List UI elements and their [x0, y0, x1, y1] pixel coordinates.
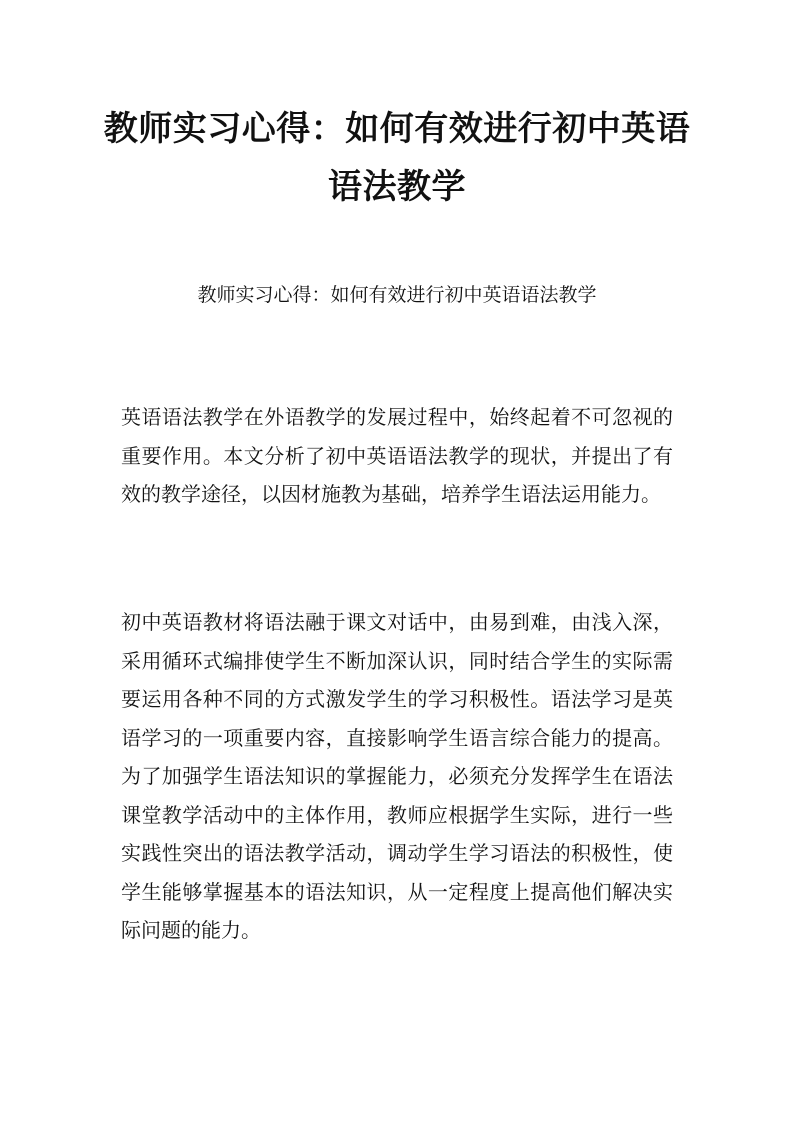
document-subtitle: 教师实习心得：如何有效进行初中英语语法教学 [197, 284, 597, 306]
document-title: 教师实习心得：如何有效进行初中英语语法教学 [103, 109, 691, 207]
paragraph-2: 初中英语教材将语法融于课文对话中，由易到难，由浅入深，采用循环式编排使学生不断加深认识，同时结合学生的实际需要运用各种不同的方式激发学生的学习积极性。语法学习是英语学习的一项重要内容，直接影响学生语言综合能力的提高。为了加强学生语法知识的掌握能力，必须充分发挥学生在语法课堂教学活动中的主体作用，教师应根据学生实际，进行一些实践性突出的语法教学活动，调动学生学习语法的积极性，使学生能够掌握基本的语法知识，从一定程度上提高他们解决实际问题的能力。 [121, 610, 673, 942]
paragraph-1: 英语语法教学在外语教学的发展过程中，始终起着不可忽视的重要作用。本文分析了初中英语语法教学的现状，并提出了有效的教学途径，以因材施教为基础，培养学生语法运用能力。 [121, 405, 673, 506]
